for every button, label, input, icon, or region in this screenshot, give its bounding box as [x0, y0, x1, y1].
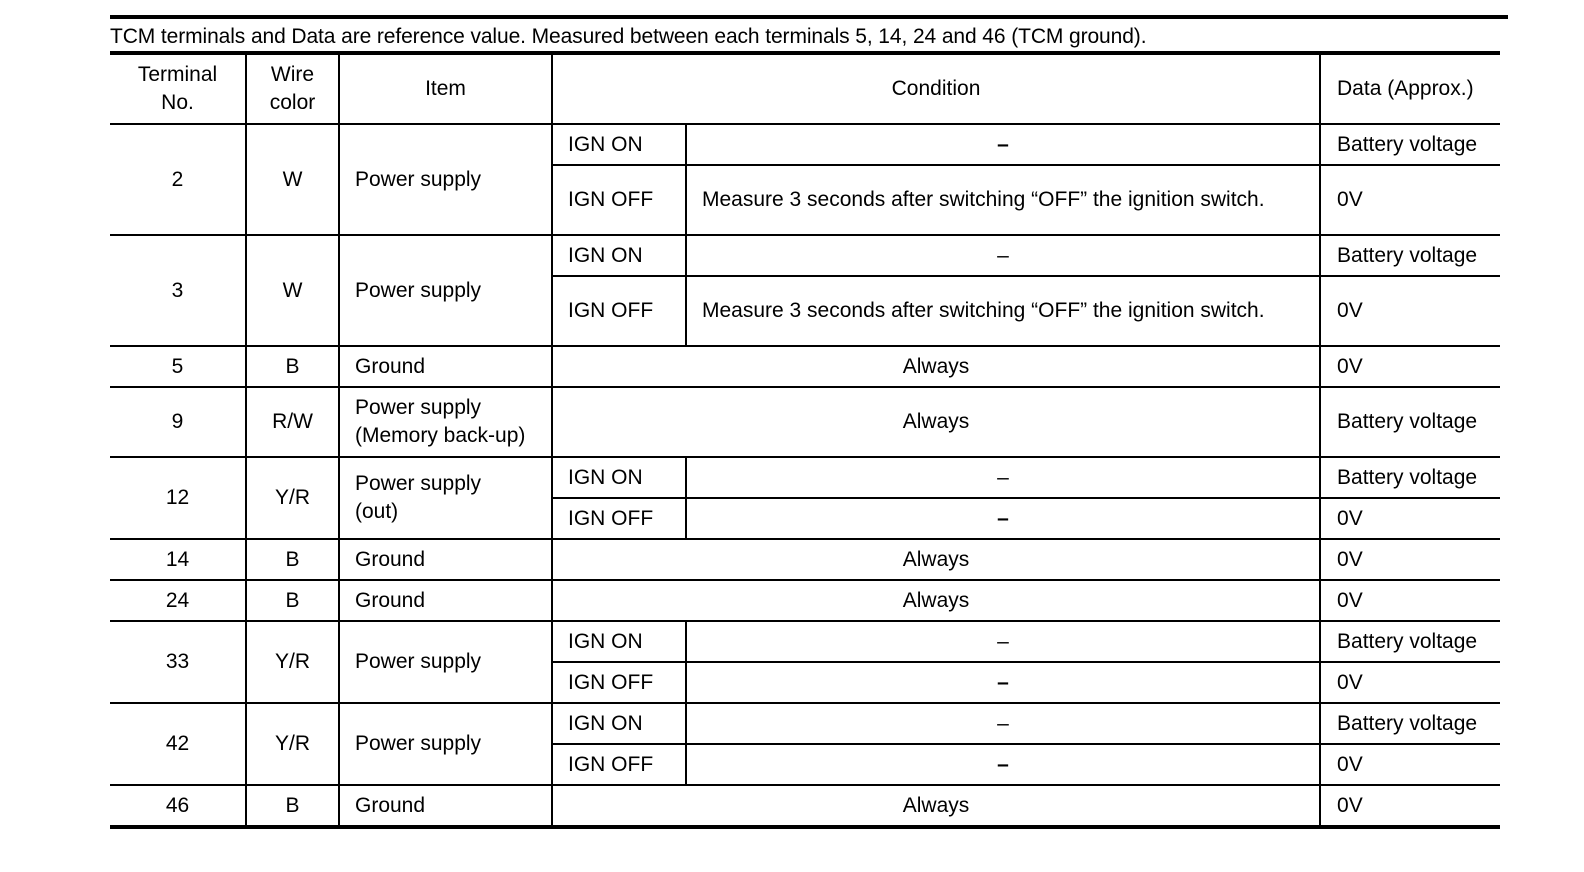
- header-wire-line2: color: [269, 91, 316, 114]
- item: Ground: [339, 785, 552, 827]
- data-value: Battery voltage: [1320, 387, 1500, 457]
- ign-state: IGN ON: [552, 621, 686, 662]
- tcm-terminal-table: [110, 51, 1500, 829]
- terminal-no: 42: [110, 703, 246, 785]
- condition: Measure 3 seconds after switching “OFF” the ignition switch.: [686, 165, 1320, 235]
- ign-state: IGN ON: [552, 703, 686, 744]
- condition: –: [686, 703, 1320, 744]
- header-terminal-no: [110, 53, 246, 124]
- wire-color: B: [246, 785, 339, 827]
- item: Ground: [339, 346, 552, 387]
- wire-color: R/W: [246, 387, 339, 457]
- ign-state: IGN ON: [552, 457, 686, 498]
- ign-state: IGN OFF: [552, 662, 686, 703]
- ign-state: IGN OFF: [552, 276, 686, 346]
- item-line1: Power supply: [355, 396, 482, 419]
- condition: –: [686, 621, 1320, 662]
- data-value: Battery voltage: [1320, 621, 1500, 662]
- header-item: Item: [339, 53, 552, 124]
- ign-state: IGN ON: [552, 235, 686, 276]
- table-caption: TCM terminals and Data are reference value. Measured between each terminals 5, 14, 24 and 46 (TCM ground).: [110, 25, 1147, 48]
- data-value: Battery voltage: [1320, 235, 1500, 276]
- data-value: 0V: [1320, 276, 1500, 346]
- table-row: [110, 346, 1500, 387]
- data-value: 0V: [1320, 346, 1500, 387]
- table-row: [110, 539, 1500, 580]
- data-value: 0V: [1320, 580, 1500, 621]
- condition: Measure 3 seconds after switching “OFF” the ignition switch.: [686, 276, 1320, 346]
- condition: –: [686, 498, 1320, 539]
- table-row: [110, 785, 1500, 827]
- table-row: [110, 457, 1500, 498]
- header-row: [110, 53, 1500, 124]
- tcm-terminal-document: [110, 15, 1508, 829]
- data-value: Battery voltage: [1320, 124, 1500, 165]
- condition: –: [686, 124, 1320, 165]
- item: Power supply: [339, 703, 552, 785]
- terminal-no: 12: [110, 457, 246, 539]
- wire-color: B: [246, 539, 339, 580]
- wire-color: Y/R: [246, 457, 339, 539]
- wire-color: Y/R: [246, 621, 339, 703]
- wire-color: B: [246, 580, 339, 621]
- condition: –: [686, 662, 1320, 703]
- terminal-no: 33: [110, 621, 246, 703]
- ign-state: IGN OFF: [552, 165, 686, 235]
- wire-color: W: [246, 235, 339, 346]
- condition: –: [686, 744, 1320, 785]
- wire-color: B: [246, 346, 339, 387]
- data-value: 0V: [1320, 165, 1500, 235]
- item-line2: (Memory back-up): [355, 424, 526, 447]
- data-value: Battery voltage: [1320, 703, 1500, 744]
- terminal-no: 2: [110, 124, 246, 235]
- terminal-no: 9: [110, 387, 246, 457]
- header-terminal-line2: No.: [161, 91, 194, 114]
- terminal-no: 5: [110, 346, 246, 387]
- condition: Always: [552, 580, 1320, 621]
- header-wire-line1: Wire: [270, 63, 315, 86]
- data-value: 0V: [1320, 662, 1500, 703]
- item: [339, 387, 552, 457]
- item: [339, 457, 552, 539]
- wire-color: Y/R: [246, 703, 339, 785]
- table-row: [110, 387, 1500, 457]
- wire-color: W: [246, 124, 339, 235]
- item: Power supply: [339, 235, 552, 346]
- item: Ground: [339, 539, 552, 580]
- condition: Always: [552, 387, 1320, 457]
- terminal-no: 24: [110, 580, 246, 621]
- header-terminal-line1: Terminal: [137, 63, 218, 86]
- item: Ground: [339, 580, 552, 621]
- table-row: [110, 235, 1500, 276]
- data-value: 0V: [1320, 498, 1500, 539]
- terminal-no: 46: [110, 785, 246, 827]
- data-value: 0V: [1320, 744, 1500, 785]
- table-row: [110, 580, 1500, 621]
- item: Power supply: [339, 124, 552, 235]
- ign-state: IGN OFF: [552, 498, 686, 539]
- item: Power supply: [339, 621, 552, 703]
- table-row: [110, 703, 1500, 744]
- condition: –: [686, 235, 1320, 276]
- condition: –: [686, 457, 1320, 498]
- data-value: 0V: [1320, 539, 1500, 580]
- item-line2: (out): [355, 500, 399, 523]
- data-value: Battery voltage: [1320, 457, 1500, 498]
- condition: Always: [552, 346, 1320, 387]
- terminal-no: 3: [110, 235, 246, 346]
- header-condition: Condition: [552, 53, 1320, 124]
- header-wire-color: [246, 53, 339, 124]
- condition: Always: [552, 785, 1320, 827]
- ign-state: IGN OFF: [552, 744, 686, 785]
- table-row: [110, 124, 1500, 165]
- condition: Always: [552, 539, 1320, 580]
- data-value: 0V: [1320, 785, 1500, 827]
- table-row: [110, 621, 1500, 662]
- header-data: Data (Approx.): [1320, 53, 1500, 124]
- ign-state: IGN ON: [552, 124, 686, 165]
- item-line1: Power supply: [355, 472, 482, 495]
- terminal-no: 14: [110, 539, 246, 580]
